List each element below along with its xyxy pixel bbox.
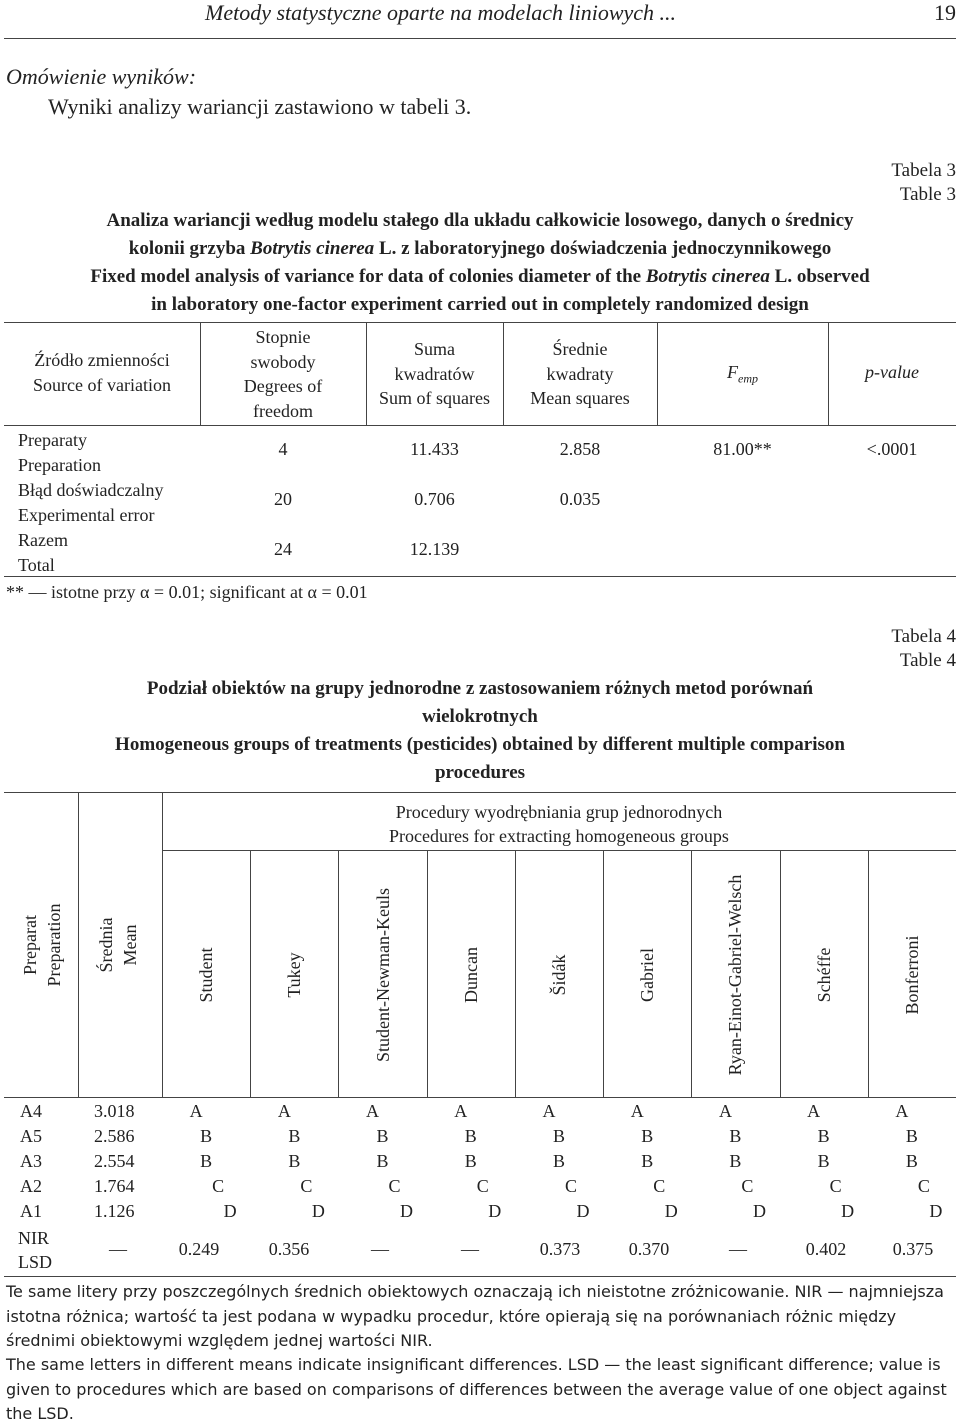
table4-row-prep: A1 [20,1201,42,1221]
procedure-divider [250,850,251,1097]
table4-lsd-value: — [109,1239,127,1259]
page-number: 19 [934,0,956,25]
table4-group-letter: A [630,1101,644,1121]
table3-cell-p: <.0001 [866,439,918,459]
table4-top-rule [4,792,956,793]
table4-label-en: Table 4 [899,650,956,671]
table3-title-en-line2: in laboratory one-factor experiment carried out in completely randomized design [151,294,809,315]
table4-col-preparation [18,904,66,987]
table4-lsd-value: 0.373 [539,1239,581,1259]
table3-title-pl-part-a: kolonii grzyba [128,238,251,259]
table3-title-pl-part-c: L. z laboratoryjnego doświadczenia jednoczynnikowego [374,238,832,259]
col-ss-3: Sum of squares [379,388,490,408]
table4-row-prep: A2 [20,1176,42,1196]
procedure-header: Bonferroni [901,935,922,1015]
table4-group-letter: B [729,1151,742,1171]
table3-col-ms [503,337,657,411]
table4-bottom-rule [4,1276,956,1277]
table4-group-letter: B [729,1126,742,1146]
table3-col-p: p-value [865,362,919,382]
table4-group-letter: C [300,1176,313,1196]
table4-row-mean: 1.764 [94,1176,135,1196]
table3-title-pl-line1: Analiza wariancji według modelu stałego dla układu całkowicie losowego, danych o średnicy [106,210,854,231]
col-mean-pl: Średnia [96,917,116,973]
lsd-label-en: LSD [18,1252,53,1272]
col-source-pl: Źródło zmienności [34,350,170,370]
table3-row-name: Preparaty [18,430,87,450]
table3-col-ss [366,337,503,411]
table4-group-letter: B [552,1126,565,1146]
table4-group-letter: B [376,1151,389,1171]
table4-group-letter: A [807,1101,821,1121]
procedure-divider [515,850,516,1097]
procedure-header: Duncan [460,947,481,1003]
table3-title-en-species: Botrytis cinerea [645,266,770,287]
col-ms-1: Średnie [552,339,608,359]
table3-col-f [657,362,828,387]
table4-group-letter: B [905,1151,918,1171]
table4-title-pl-line2: wielokrotnych [422,706,538,727]
table4-row-prep: A3 [20,1151,42,1171]
table3-row-name-en: Total [18,555,55,575]
running-title: Metody statystyczne oparte na modelach liniowych ... [205,0,677,25]
procedure-divider [780,850,781,1097]
table3-title-pl-species: Botrytis cinerea [250,238,375,259]
group-header-pl: Procedury wyodrębniania grup jednorodnych [395,802,723,822]
group-header-en: Procedures for extracting homogeneous groups [389,826,729,846]
table4-note-en: The same letters in different means indicate insignificant differences. LSD — the least significant difference; value is given to procedures which are based on comparisons of differences between the average value of one object against the LSD. [6,1355,947,1423]
table4-lsd-value: 0.375 [892,1239,934,1259]
table4-group-letter: B [552,1151,565,1171]
table3-row-name: Razem [18,530,68,550]
col-ss-1: Suma [413,339,455,359]
table4-group-letter: D [488,1201,502,1221]
table4-title-pl-line1: Podział obiektów na grupy jednorodne z zastosowaniem różnych metod porównań [146,678,814,699]
table4-header-rule [4,1097,956,1098]
table4-col-mean [94,918,142,973]
table4-group-letter: C [741,1176,754,1196]
procedure-divider [691,850,692,1097]
col-preparat-pl: Preparat [20,915,40,975]
table3-footnote: ** — istotne przy α = 0.01; significant at α = 0.01 [6,582,368,602]
table4-group-letter: B [817,1151,830,1171]
col-f-main: F [727,362,738,382]
table4-group-letter: B [376,1126,389,1146]
col-df-4: freedom [253,400,313,421]
table4-group-letter: C [653,1176,666,1196]
table4-lsd-value: — [371,1239,389,1259]
table4-group-letter: B [200,1151,213,1171]
table4-group-letter: D [664,1201,678,1221]
table4-group-letter: C [388,1176,401,1196]
table4-note-pl: Te same litery przy poszczególnych średnich obiektowych oznaczają ich nieistotne zróżnicowanie. NIR — najmniejsza istotna różnica; wartość ta jest podana w wypadku procedur, które opierają się na porównaniach różnic między średnimi obiektowymi względem jednej wartości NIR. [6,1282,944,1350]
table3-title-en-part-a: Fixed model analysis of variance for data of colonies diameter of the [90,266,646,287]
table4-group-letter: B [905,1126,918,1146]
procedure-header: Student [196,947,217,1003]
table4-lsd-value: — [729,1239,747,1259]
table4-group-letter: B [288,1151,301,1171]
table4-group-letter: C [564,1176,577,1196]
table4-group-letter: D [752,1201,766,1221]
table4-group-letter: C [917,1176,930,1196]
procedure-header: Tukey [284,952,305,998]
table4-group-letter: D [311,1201,325,1221]
table4-lsd-value: 0.402 [805,1239,847,1259]
header-rule [4,38,956,39]
procedure-header: Student-Newman-Keuls [372,888,393,1062]
table3-cell-df: 4 [278,439,288,459]
table4-group-letter: D [400,1201,414,1221]
table3-row-name: Błąd doświadczalny [18,480,164,500]
table4-group-letter: C [829,1176,842,1196]
table4-group-letter: B [817,1126,830,1146]
table3-top-rule [4,322,956,323]
table4-row-prep: A5 [20,1126,42,1146]
table3-title-pl-line2 [0,238,960,260]
table4-row-mean: 3.018 [94,1101,135,1121]
table4-lsd-value: — [461,1239,479,1259]
table3-title-en-part-c: L. observed [769,266,870,287]
table4-row-prep: A4 [20,1101,42,1121]
col-ms-2: kwadraty [546,363,614,384]
col-ms-3: Mean squares [530,388,630,408]
col-df-2: swobody [250,351,316,372]
table4-group-header [162,800,956,848]
table3-cell-df: 24 [274,539,292,559]
table4-group-letter: D [929,1201,943,1221]
table3-row-name-en: Experimental error [18,505,155,525]
table3-row-name-en: Preparation [18,455,101,475]
table4-group-letter: B [464,1151,477,1171]
table4-group-letter: A [895,1101,909,1121]
lsd-label-pl: NIR [18,1228,49,1248]
procedure-header: Schéffe [813,947,834,1003]
table4-lsd-value: 0.249 [178,1239,220,1259]
table3-cell-ms: 2.858 [559,439,601,459]
table3-col-df [200,325,366,423]
table4-group-letter: B [200,1126,213,1146]
table4-label-pl: Tabela 4 [891,626,956,647]
col-preparat-en: Preparation [44,903,64,987]
table3-title-en-line1 [0,266,960,288]
results-sentence: Wyniki analizy wariancji zastawiono w tabeli 3. [48,94,472,119]
table4-row-mean: 2.586 [94,1126,135,1146]
table4-lsd-value: 0.356 [268,1239,310,1259]
table3-cell-ms: 0.035 [559,489,601,509]
table4-group-letter: D [841,1201,855,1221]
col-df-1: Stopnie [255,327,311,347]
table3-cell-df: 20 [274,489,292,509]
table3-label-en: Table 3 [899,184,956,205]
table4-group-letter: A [366,1101,380,1121]
procedure-divider [427,850,428,1097]
table3-cell-ss: 12.139 [409,539,460,559]
results-heading: Omówienie wyników: [6,64,197,89]
table4-group-rule [162,850,956,851]
table4-group-letter: A [277,1101,291,1121]
table4-group-letter: A [542,1101,556,1121]
table4-group-letter: C [476,1176,489,1196]
table4-group-letter: B [288,1126,301,1146]
col-df-3: Degrees of [243,376,323,396]
table4-row-mean: 1.126 [94,1201,135,1221]
procedure-header: Ryan-Einot-Gabriel-Welsch [725,874,746,1076]
table3-cell-f: 81.00** [713,439,772,459]
table3-cell-ss: 0.706 [414,489,455,509]
table3-bottom-rule [4,576,956,577]
table4-group-letter: D [223,1201,237,1221]
procedure-divider [603,850,604,1097]
table4-group-letter: A [718,1101,732,1121]
table4-title-en-line2: procedures [434,762,526,783]
procedure-divider [868,850,869,1097]
procedure-header: Gabriel [637,948,658,1002]
table4-lsd-value: 0.370 [628,1239,670,1259]
procedure-divider [338,850,339,1097]
table4-group-letter: D [576,1201,590,1221]
table4-group-letter: B [641,1151,654,1171]
table4-group-letter: A [454,1101,468,1121]
table3-label-pl: Tabela 3 [891,160,956,181]
table4-lsd-label [18,1226,52,1274]
table3-col-source [4,348,200,398]
table4-title-en-line1: Homogeneous groups of treatments (pesticides) obtained by different multiple comparison [115,734,845,755]
table4-group-letter: B [641,1126,654,1146]
table4-row-mean: 2.554 [94,1151,135,1171]
col-f-sub: emp [738,371,758,386]
col-ss-2: kwadratów [394,363,475,384]
table3-header-rule [4,425,956,426]
table4-col-divider [78,792,79,1097]
table3-cell-ss: 11.433 [410,439,459,459]
table4-group-letter: B [464,1126,477,1146]
col-mean-en: Mean [120,924,140,966]
procedure-header: Šidák [549,954,569,996]
table4-group-letter: C [212,1176,225,1196]
col-source-en: Source of variation [33,375,171,395]
table4-group-letter: A [189,1101,203,1121]
